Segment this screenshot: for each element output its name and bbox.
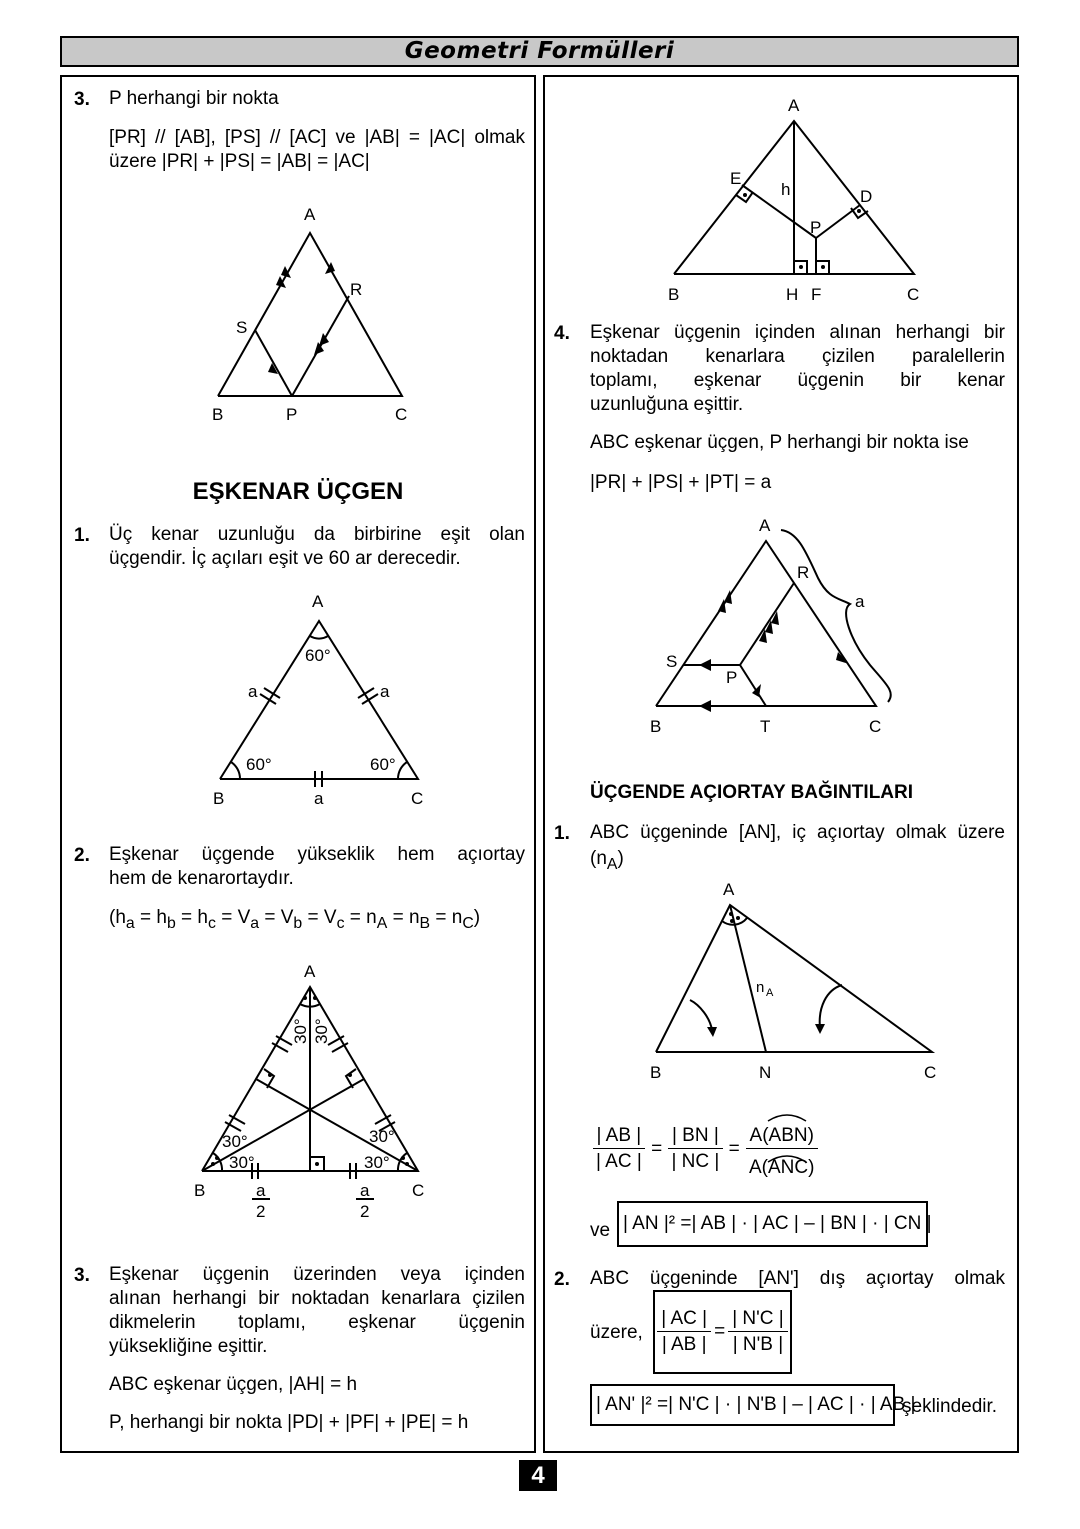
exterior-bisector-formula: | AN' |² =| N'C | · | N'B | – | AC | · | AB | — [590, 1384, 895, 1426]
label-b: B — [650, 717, 662, 736]
label-b: B — [213, 789, 225, 808]
label-c: C — [411, 789, 424, 808]
label-a: A — [723, 880, 735, 899]
label-c: C — [907, 285, 920, 304]
section-title: EŞKENAR ÜÇGEN — [192, 478, 404, 505]
label-b: B — [650, 1063, 662, 1082]
label-na-sub: A — [766, 987, 774, 999]
item-number: 3. — [74, 1265, 90, 1286]
dot-mark — [729, 912, 733, 916]
label-f: F — [811, 285, 822, 304]
label-c: C — [395, 405, 408, 424]
angle-label: 60° — [246, 755, 272, 774]
item-number: 3. — [74, 89, 90, 110]
equality-formula: $(h_a = h_b = h_c = V_a = V_b = V_c = n_A = n_B = n_C)$ — [109, 907, 481, 932]
angle-label: 30° — [312, 1018, 331, 1044]
item-text: Üç kenar uzunluğu da birbirine eşit olan — [109, 524, 525, 545]
dot-mark — [821, 265, 825, 269]
item-text: Eşkenar üçgende yükseklik hem açıortay — [109, 844, 525, 865]
dot-mark — [405, 1162, 409, 1166]
bisector-ratio: $\frac{| AB |}{| AC |}$ = $\frac{| BN |}{| NC |}$ = $\frac{\text{A(ABN)}}{\text{A(ANC)}}$ — [592, 1118, 818, 1181]
item-text: toplamı, eşkenar üçgenin bir kenar — [590, 370, 1005, 391]
label-b: B — [212, 405, 224, 424]
item-text: ABC üçgeninde [AN], iç açıortay olmak üzere — [590, 822, 1005, 843]
item-text: üçgendir. İç açıları eşit ve 60 ar derecedir. — [109, 548, 461, 569]
item-text: alınan herhangi bir noktadan kenarlara çizilen — [109, 1288, 525, 1309]
label-d: D — [860, 187, 873, 206]
angle-label: 30° — [222, 1132, 248, 1151]
uzere-text: üzere, — [590, 1322, 643, 1343]
condition-line: [PR] // [AB], [PS] // [AC] ve |AB| = |AC| olmak — [109, 127, 525, 148]
angle-label: 30° — [229, 1153, 255, 1172]
angle-label: 30° — [369, 1127, 395, 1146]
exterior-ratio: $\frac{| AC |}{| AB |}$ = $\frac{| N'C |}{| N'B |}$ — [653, 1290, 792, 1374]
area-hat-marks — [0, 0, 1, 1]
dot-mark — [799, 265, 803, 269]
dot-mark — [743, 193, 747, 197]
dot-mark — [215, 1156, 219, 1160]
side-label: a — [314, 789, 324, 808]
label-a: A — [788, 96, 800, 115]
label-c: C — [869, 717, 882, 736]
label-h-lower: h — [781, 180, 791, 199]
item-number: 1. — [554, 823, 570, 844]
section-title: ÜÇGENDE AÇIORTAY BAĞINTILARI — [590, 782, 914, 803]
bisector-length-formula: | AN |² =| AB | · | AC | – | BN | · | CN | — [617, 1201, 928, 1247]
angle-label: 30° — [364, 1153, 390, 1172]
dot-mark — [268, 1073, 272, 1077]
condition-line: üzere |PR| + |PS| = |AB| = |AC| — [109, 151, 370, 172]
dot-mark — [401, 1156, 405, 1160]
label-p: P — [286, 405, 298, 424]
label-a: A — [759, 516, 771, 535]
label-n: N — [759, 1063, 772, 1082]
label-s: S — [666, 652, 678, 671]
tail-text: şeklindedir. — [902, 1396, 998, 1417]
item-text: ABC üçgeninde [AN'] dış açıortay olmak — [590, 1268, 1005, 1289]
page-number: 4 — [519, 1460, 557, 1491]
label-r: R — [797, 563, 810, 582]
item-text: Eşkenar üçgenin içinden alınan herhangi bir — [590, 322, 1005, 343]
half-denominator: 2 — [360, 1202, 370, 1221]
label-a-side: a — [855, 592, 865, 611]
label-c: C — [924, 1063, 937, 1082]
dot-mark — [730, 919, 734, 923]
dot-mark — [211, 1162, 215, 1166]
label-p: P — [810, 218, 822, 237]
label-r: R — [350, 280, 363, 299]
dot-mark — [736, 916, 740, 920]
item-text: P herhangi bir nokta — [109, 88, 279, 109]
label-na: n — [756, 979, 765, 996]
item-number: 1. — [74, 525, 90, 546]
half-numerator: a — [256, 1181, 266, 1200]
item-number: 2. — [554, 1269, 570, 1290]
label-a: A — [312, 592, 324, 611]
dot-mark — [857, 209, 861, 213]
given-text: ABC eşkenar üçgen, P herhangi bir nokta ise — [590, 432, 969, 453]
item-text: noktadan kenarlara çizilen paralellerin — [590, 346, 1005, 367]
label-b: B — [194, 1181, 206, 1200]
left-column — [60, 75, 536, 1453]
angle-label: 30° — [291, 1018, 310, 1044]
dot-mark — [348, 1073, 352, 1077]
label-s: S — [236, 318, 248, 337]
side-label: a — [380, 682, 390, 701]
angle-label: 60° — [305, 646, 331, 665]
half-denominator: 2 — [256, 1202, 266, 1221]
half-numerator: a — [360, 1181, 370, 1200]
item-text: Eşkenar üçgenin üzerinden veya içinden — [109, 1264, 525, 1285]
label-p: P — [726, 668, 738, 687]
item-text: yüksekliğine eşittir. — [109, 1336, 268, 1357]
item-text: dikmelerin toplamı, eşkenar üçgenin — [109, 1312, 525, 1333]
label-a: A — [304, 962, 316, 981]
ve-text: ve — [590, 1220, 611, 1241]
page-header: Geometri Formülleri — [60, 36, 1019, 67]
dot-mark — [313, 996, 317, 1000]
label-c: C — [412, 1181, 425, 1200]
result-text: |PR| + |PS| + |PT| = a — [590, 472, 772, 493]
dot-mark — [303, 996, 307, 1000]
label-a: A — [304, 205, 316, 224]
item-text: $(n_A)$ — [590, 848, 624, 873]
item-number: 4. — [554, 323, 570, 344]
given-text: ABC eşkenar üçgen, |AH| = h — [109, 1374, 358, 1395]
label-t: T — [760, 717, 771, 736]
dot-mark — [315, 1162, 319, 1166]
result-text: P, herhangi bir nokta |PD| + |PF| + |PE| = h — [109, 1412, 469, 1433]
label-e: E — [730, 169, 742, 188]
item-text: hem de kenarortaydır. — [109, 868, 294, 889]
item-text: uzunluğuna eşittir. — [590, 394, 744, 415]
label-b: B — [668, 285, 680, 304]
angle-label: 60° — [370, 755, 396, 774]
label-h: H — [786, 285, 799, 304]
side-label: a — [248, 682, 258, 701]
item-number: 2. — [74, 845, 90, 866]
